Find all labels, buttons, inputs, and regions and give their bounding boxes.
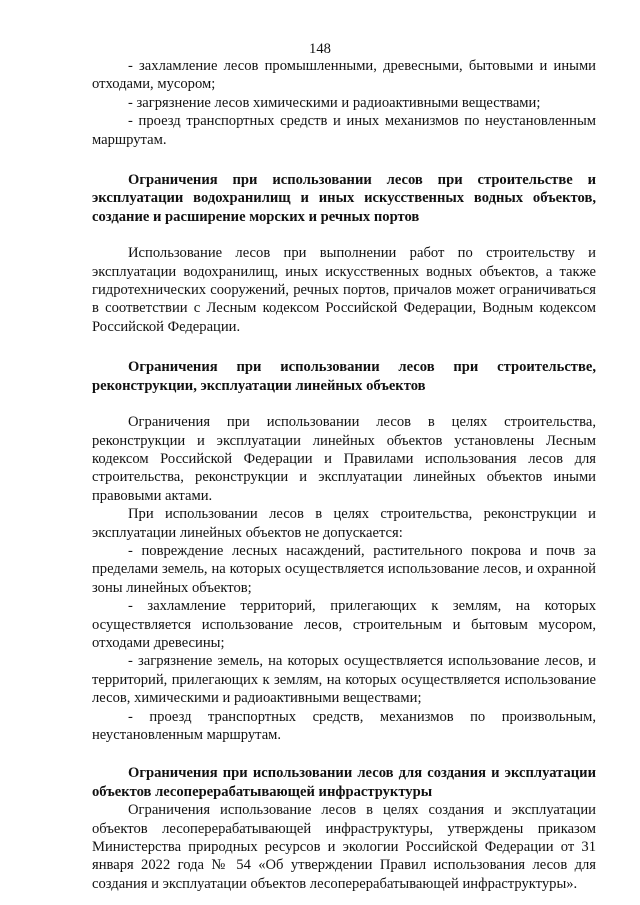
paragraph: Ограничения при использовании лесов в целях строительства, реконструкции и эксплуатации линейных объектов установлены Лесным кодексом Российской Федерации и Правилами использования лесов для строительства, реконструкции и эксплуатации линейных объектов иными правовыми актами.: [92, 414, 596, 504]
section-heading: Ограничения при использовании лесов для создания и эксплуатации объектов лесоперерабатывающей инфраструктуры: [92, 765, 596, 800]
list-item: - загрязнение лесов химическими и радиоактивными веществами;: [128, 94, 541, 111]
list-item: - проезд транспортных средств, механизмов по произвольным, неустановленным маршрутам.: [92, 708, 596, 743]
list-item: - проезд транспортных средств и иных механизмов по неустановленным маршрутам.: [92, 113, 596, 148]
page-number: 148: [309, 41, 331, 57]
page-content: [92, 57, 596, 893]
list-item: - загрязнение земель, на которых осуществляется использование лесов, и территорий, прилегающих к землям, на которых осуществляется использование лесов, химическими и радиоактивными веществами;: [92, 653, 596, 707]
list-item: - повреждение лесных насаждений, растительного покрова и почв за пределами земель, на которых осуществляется использование лесов, и охранной зоны линейных объектов;: [92, 542, 596, 596]
paragraph: Ограничения использование лесов в целях создания и эксплуатации объектов лесоперерабатывающей инфраструктуры, утверждены приказом Министерства природных ресурсов и экологии Российской Федерации от 31 января 2022 года № 54 «Об утверждении Правил использования лесов для создания и эксплуатации объектов лесоперерабатывающей инфраструктуры».: [92, 802, 596, 892]
section-heading: Ограничения при использовании лесов при строительстве, реконструкции, эксплуатации линейных объектов: [92, 359, 596, 394]
list-item: - захламление территорий, прилегающих к землям, на которых осуществляется использование лесов, строительным и бытовым мусором, отходами древесины;: [92, 598, 596, 651]
section-heading: Ограничения при использовании лесов при строительстве и эксплуатации водохранилищ и иных искусственных водных объектов, создание и расширение морских и речных портов: [92, 172, 596, 225]
paragraph: При использовании лесов в целях строительства, реконструкции и эксплуатации линейных объектов не допускается:: [92, 506, 596, 541]
list-item: - захламление лесов промышленными, древесными, бытовыми и иными отходами, мусором;: [92, 58, 596, 93]
paragraph: Использование лесов при выполнении работ по строительству и эксплуатации водохранилищ, иных искусственных водных объектов, а также гидротехнических сооружений, речных портов, причалов может ограничиваться в соответствии с Лесным кодексом Российской Федерации, Водным кодексом Российской Федерации.: [92, 245, 596, 335]
